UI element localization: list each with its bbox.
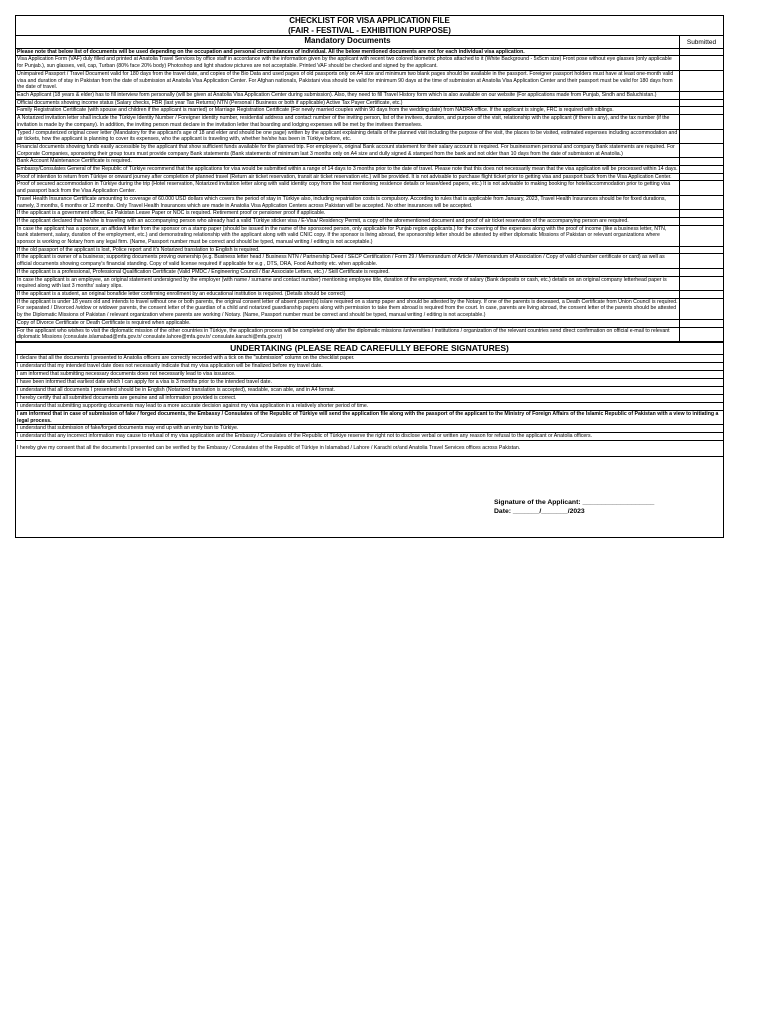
requirement-row [16,196,723,210]
submitted-checkbox-cell[interactable] [680,100,723,107]
submitted-checkbox-cell[interactable] [680,291,723,298]
requirement-row [16,174,723,182]
requirement-text: Embassy/Consulates General of the Republic of Türkiye recommend that the applications for visa would be submitted within a range of 14 days to 3 months prior to the date of travel. Please note that this does not necessarily mean that the visa application will be processed within 14 days. [16,166,680,173]
requirements-list [16,49,723,342]
submitted-checkbox-cell[interactable] [680,144,723,157]
mandatory-documents-header: Mandatory Documents [16,36,680,48]
submitted-checkbox-cell[interactable] [680,166,723,173]
requirement-text: Each Applicant (18 years & elder) has to fill interview form personally (will be given at Anatolia Visa Application Center during submission). Also, they need to fill Travel History form which is also available on our website (For applications made from Punjab, Sindh and Baluchistan.) [16,92,680,99]
requirement-row [16,144,723,158]
submitted-checkbox-cell[interactable] [680,218,723,225]
submitted-checkbox-cell[interactable] [680,247,723,254]
submitted-checkbox-cell[interactable] [680,226,723,246]
requirement-text: If the applicant is a student, an original bonafide letter confirming enrollment by an educational institution is required. (Details should be correct) [16,291,680,298]
requirement-text: Copy of Divorce Certificate or Death Certificate is required when applicable. [16,320,680,327]
submitted-checkbox-cell[interactable] [680,210,723,217]
requirement-text: Travel Health Insurance Certificate amounting to coverage of 60.000 USD dollars which covers the period of stay in Türkiye also, including repatriation costs is compulsory. According to rules that is applicable from January, 2023, Travel Health Insurances should be for fixed durations, namely, 3 months, 6 months or 12 months. Only Travel Health Insurances which are made in Anatolia Visa Application Centers across Pakistan will be accepted. No other insurances will be accepted. [16,196,680,209]
requirement-text: Unimpaired Passport / Travel Document valid for 180 days from the travel date, and copies of the Bio Data and used pages of old passports only on A4 size and minimum two blank pages should be available in the passport. Foreigner passport holders must have at least one-month valid visa and duration of stay in Pakistan from the date of submission at Anatolia Visa Application Center. For Afghan nationals, Pakistani visa should be valid for minimum 90 days at the time of submission at Anatolia Visa Application Center and their passport must be valid for 180 days from the date of travel. [16,71,680,91]
declaration-item: I understand that submitting supporting documents may lead to a more accurate decision against my visa application in a relatively shorter period of time. [16,403,723,411]
requirement-text: Financial documents showing funds easily accessible by the applicant that show sufficient funds available for the planned trip. For employee's, original Bank account statement for their salary account is required. For businessmen personal and company Bank statements are required. For Corporate Companies, sponsoring their group tours must provide company Bank statements (Bank statements of minimum last 3 months only on A4 size and dully signed & stamped from the bank and not older than 10 days from the date of submission at Anatolia.) [16,144,680,157]
submitted-checkbox-cell[interactable] [680,277,723,290]
submitted-checkbox-cell[interactable] [680,254,723,267]
note-row [16,49,723,57]
signature-block [494,498,654,516]
document-title: CHECKLIST FOR VISA APPLICATION FILE [289,16,450,25]
submitted-checkbox-cell[interactable] [680,320,723,327]
submitted-checkbox-cell[interactable] [680,92,723,99]
requirement-row [16,56,723,70]
submitted-checkbox-cell[interactable] [680,107,723,114]
declaration-item: I understand that my intended travel date does not necessarily indicate that my visa application will be finalized before my travel date. [16,363,723,371]
requirement-text: If the applicant declared that he/she is traveling with an accompanying person who already had a valid Türkiye sticker visa / E-Visa/ Residency Permit, a copy of the aforementioned document and proof of air ticket reservation of the accompanying person are required. [16,218,680,225]
requirement-row [16,226,723,247]
table-header [16,36,723,49]
document-subtitle: (FAIR - FESTIVAL - EXHIBITION PURPOSE) [288,25,451,35]
declaration-item: I am informed that in case of submission of fake / forged documents, the Embassy / Consulates of the Republic of Türkiye will send the application file along with the passport of the applicant to the Ministry of Foreign Affairs of the Islamic Republic of Pakistan with a view to initiating a legal process. [16,411,723,425]
requirement-row [16,107,723,115]
requirement-text: If the old passport of the applicant is lost, Police report and it's Notarized translation to English is required. [16,247,680,254]
declaration-item: I have been informed that earliest date which I can apply for a visa is 3 months prior to the intended travel date. [16,379,723,387]
requirement-text: For the applicant who wishes to visit the diplomatic mission of the other countries in Türkiye, the application process will be completed only after the diplomatic missions /universities / institutions / organization of the relevant countries send direct confirmation on official e-mail to relevant diplomatic Missions (consulate.islamabad@mfa.gov.tr/ consulate.lahore@mfa.gov.tr/ consulate.karachi@mfa.gov.tr) [16,328,680,341]
date-line[interactable]: Date: _______/_______/2023 [494,508,585,516]
requirement-row [16,100,723,108]
submitted-checkbox-cell[interactable] [680,196,723,209]
undertaking-header: UNDERTAKING (PLEASE READ CAREFULLY BEFORE SIGNATURES) [16,342,723,355]
requirement-text: In case the applicant is an employee, an original statement undersigned by the employer (with name / surname and contact number) mentioning employee title, duration of the employment, mode of salary (Bank deposits or cash, etc.) details on an original company letterhead paper is required along with last 3 months' salary slips. [16,277,680,290]
checklist-sheet [15,15,724,538]
requirement-row [16,210,723,218]
submitted-checkbox-cell[interactable] [680,269,723,276]
requirement-row [16,299,723,320]
requirement-row [16,328,723,342]
submitted-checkbox-cell[interactable] [680,115,723,128]
declarations-list [16,355,723,457]
requirement-row [16,254,723,268]
declaration-item: I hereby certify that all submitted documents are genuine and all information provided is correct. [16,395,723,403]
submitted-checkbox-cell[interactable] [680,174,723,181]
declaration-item: I am informed that submitting necessary documents does not necessarily lead to visa issuance. [16,371,723,379]
submitted-checkbox-cell[interactable] [680,71,723,91]
requirement-row [16,291,723,299]
requirement-row [16,218,723,226]
submitted-checkbox-cell [680,49,723,56]
declaration-item: I hereby give my consent that all the documents I presented can be verified by the Embassy / Consulates of the Republic of Türkiye in Islamabad / Lahore / Karachi or/and Anatolia Travel Services offices across Pakistan. [16,441,723,457]
requirement-text: Typed / computerized original cover letter (Mandatory for the applicant's age of 18 and elder and should be one page) written by the applicant explaining details of the planned visit including the purpose of the visit, the places to be visited, estimated expenses including accommodation and air tickets, how the applicant is planning to cover its expenses, who the applicant is traveling with, whether he/she has been in Türkiye before, etc. [16,130,680,143]
requirement-row [16,158,723,166]
submitted-checkbox-cell[interactable] [680,181,723,194]
requirement-row [16,269,723,277]
requirement-row [16,181,723,195]
declaration-item: I understand that any incorrect information may cause to refusal of my visa application and the Embassy / Consulates of the Republic of Türkiye reserve the right not to disclose verbal or written any reason for refusal to the applicant or Anatolia officers. [16,433,723,441]
title-block [16,16,723,36]
submitted-checkbox-cell[interactable] [680,158,723,165]
submitted-header: Submitted [686,39,717,47]
requirement-text: Official documents showing income status (Salary checks, FBR (last year Tax Returns) NTN (Personal / Business or both if applicable) Active Tax Payer Certificate, etc.) [16,100,680,107]
requirement-text: If the applicant is a government officer, Ex Pakistan Leave Paper or NOC is required. Retirement proof or pensioner proof if applicable. [16,210,680,217]
declaration-item: I understand that all documents I presented should be in English (Notarized translation is accepted), readable, scan able, and in A4 format. [16,387,723,395]
requirement-row [16,71,723,92]
signature-line[interactable]: Signature of the Applicant: ___________________ [494,499,655,507]
declaration-item: I understand that submission of fake/forged documents may end up with an entry ban to Türkiye. [16,425,723,433]
requirement-text: Proof of secured accommodation in Türkiye during the trip (Hotel reservation, Notarized invitation letter along with valid identity copy from the host mentioning residence details or lease/deed papers, etc.) It is not advisable to making booking for hotel/accommodation prior to getting visa and passport back from the Visa Application Center. [16,181,680,194]
requirement-row [16,115,723,129]
requirement-text: In case the applicant has a sponsor, an affidavit letter from the sponsor on a stamp paper (should be issued in the name of the sponsored person, only applicable for Punjab region applicants.) for the covering of the expenses along with the proof of income (like a business letter, NTN, bank statement, salary, duration of the employment, etc.) and demonstrating relationship with the applicant along with valid CNIC copy. If the sponsor is living abroad, the sponsorship letter should be attested by either diplomatic Missions of Pakistan or relevant organizations where sponsor is working or Notary from any legal firm. (Name, Passport number must be correct and should be typed, manual writing / editing is not acceptable.) [16,226,680,246]
requirement-text: If the applicant is under 18 years old and intends to travel without one or both parents, the original consent letter of absent parent(s) is/are required on a stamp paper and should be attested by the Notary. If one of the parents is deceased, a Death Certificate from Union Council is required. For separated / Divorced /widow or widower parents, the consent letter of the guardian of a child and notarized guardianship papers along with permission to take them abroad is required from the court. In case, parents are living abroad, the consent letter of the parents should be attested by the Diplomatic Missions of Pakistan / relevant organization where parents are working / Notary. (Name, Passport number must be correct and should be typed, manual writing / editing is not acceptable.) [16,299,680,319]
requirement-row [16,247,723,255]
submitted-checkbox-cell[interactable] [680,299,723,319]
submitted-checkbox-cell[interactable] [680,56,723,69]
requirement-text: If the applicant is a professional, Professional Qualification Certificate (Valid PMDC / Engineering Council / Bar Associate Letters, etc.) / Skill Certificate is required. [16,269,680,276]
submitted-checkbox-cell[interactable] [680,130,723,143]
requirement-text: Proof of intention to return from Türkiye or onward journey after completion of planned travel (Return air ticket reservation, transit air ticket reservation etc.) will be provided. It is not advisable to purchase flight ticket prior to getting visa and passport back from the Visa Application Center. [16,174,680,181]
requirement-row [16,166,723,174]
requirement-text: A Notarized invitation letter shall include the Türkiye Identity Number / Foreigner identity number, residential address and contact number of the inviting person, list of the invitees, duration, and purpose of the visit, relationship with the applicant (if there is any), and the tax number (if the invitation is made by the company). In addition, the inviting person must declare in the invitation letter that boarding and lodging expenses will be met by the invitees themselves. [16,115,680,128]
requirement-row [16,92,723,100]
requirement-text: Bank Account Maintenance Certificate is required. [16,158,680,165]
requirement-row [16,320,723,328]
signature-area [16,457,723,537]
requirement-row [16,277,723,291]
submitted-checkbox-cell[interactable] [680,328,723,341]
declaration-item: I declare that all the documents I presented to Anatolia officers are correctly recorded with a tick on the "submission" column on the checklist paper. [16,355,723,363]
note-text: Please note that below list of documents will be used depending on the occupation and personal circumstances of individual. All the below mentioned documents are not for each individual visa application. [16,49,680,56]
requirement-text: Family Registration Certificate (with spouse and children if the applicant is married) or Marriage Registration Certificate (For newly married couples within 90 days from the wedding date) from NADRA office. If the applicant is single, FRC is required with siblings. [16,107,680,114]
requirement-row [16,130,723,144]
requirement-text: If the applicant is owner of a business; supporting documents proving ownership (e.g. Business letter head / Business NTN / Partnership Deed / SECP Certification / Form 29 / Memorandum of Article / Memorandum of Association / Copy of valid chamber certificate or card) as well as official documents showing company's financial standing. Copy of valid license required if applicable for e.g , DTS, DRA, Food Authority etc. when applicable. [16,254,680,267]
requirement-text: Visa Application Form (VAF) duly filled and printed at Anatolia Travel Services by office staff in accordance with the information given by the applicant with recent two colored biometric photos attached to it (White Background - 5x5cm size) Front pose without eye glasses (only applicable for Punjab.), sun glasses, veil, cap, Turban (80% face 20% body) Photoshop and light shadow pictures are not acceptable. Printed VAF should be checked and signed by the applicant. [16,56,680,69]
